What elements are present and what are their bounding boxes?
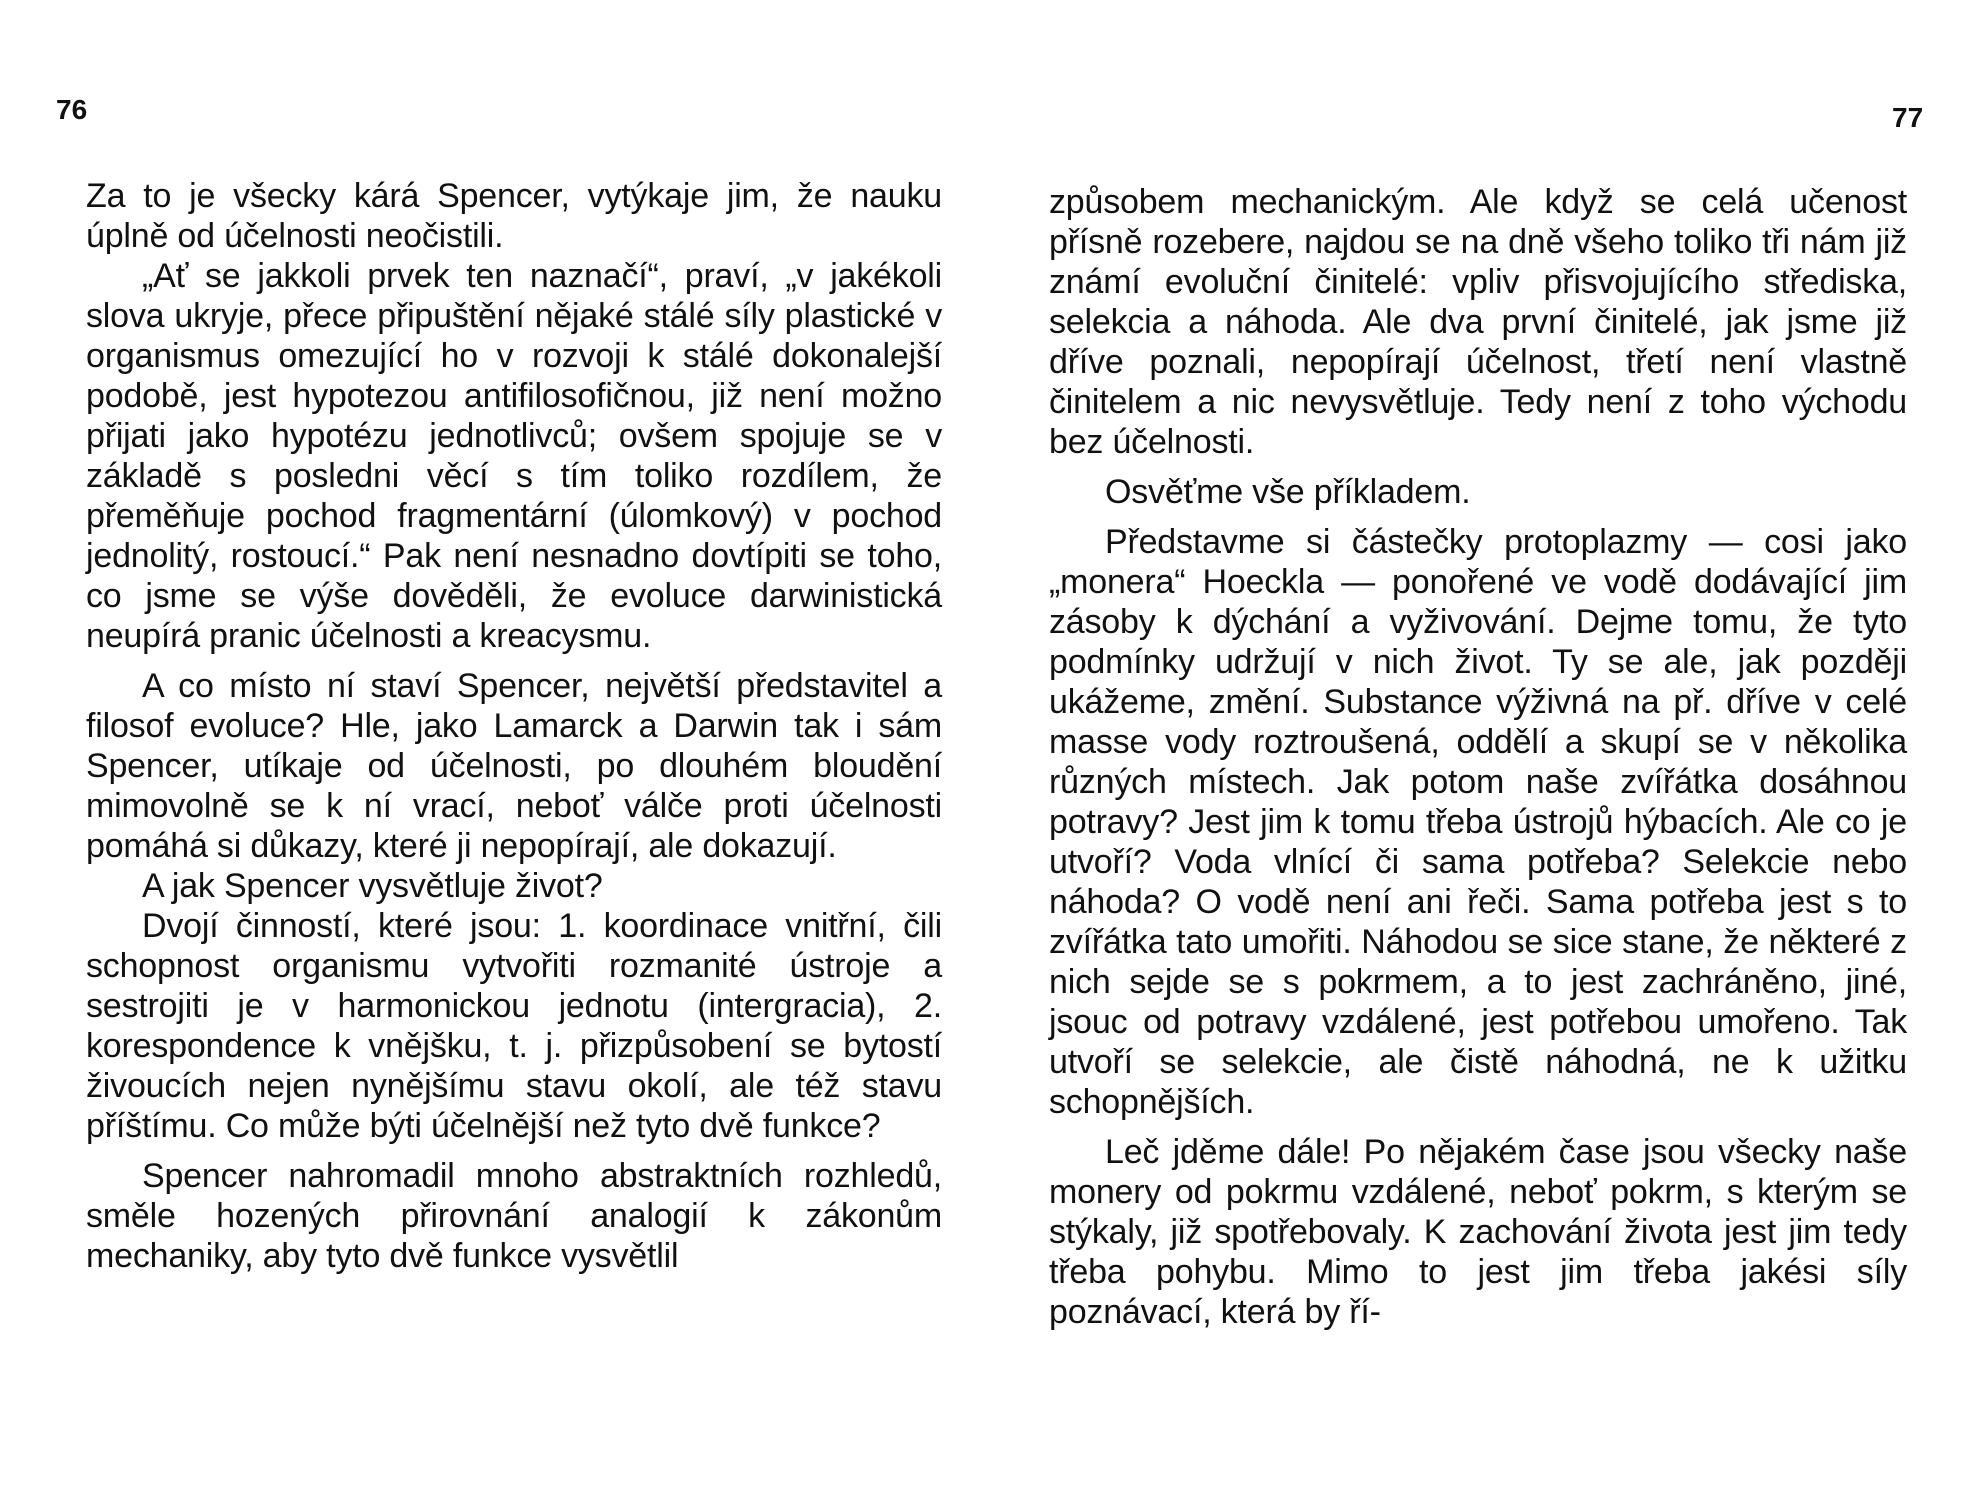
paragraph: „Ať se jakkoli prvek ten naznačí“, praví, „v jakékoli slova ukryje, přece připuštění nějaké stálé síly plastické v organismus omezující ho v rozvoji k stálé dokonalejší podobě, jest hypotezou antifilosofičnou, již není možno přijati jako hypotézu jednotlivců; ovšem spojuje se v základě s posledni věcí s tím toliko rozdílem, že přeměňuje pochod fragmentární (úlomkový) v pochod jednolitý, rostoucí.“ Pak není nesnadno dovtípiti se toho, co jsme se výše dověděli, že evoluce darwinistická neupírá pranic účelnosti a kreacysmu. — [86, 257, 942, 655]
right-page-text — [1049, 182, 1907, 1332]
page-number-left: 76 — [56, 94, 88, 125]
paragraph: A co místo ní staví Spencer, největší představitel a filosof evoluce? Hle, jako Lamarck a Darwin tak i sám Spencer, utíkaje od účelnosti, po dlouhém bloudění mimovolně se k ní vrací, neboť válče proti účelnosti pomáhá si důkazy, které ji nepopírají, ale dokazují. — [86, 667, 942, 865]
paragraph: Osvěťme vše příkladem. — [1105, 473, 1471, 511]
left-page-text — [86, 176, 942, 1276]
page-number-right: 77 — [1892, 102, 1924, 133]
paragraph: Spencer nahromadil mnoho abstraktních rozhledů, směle hozených přirovnání analogií k zákonům mechaniky, aby tyto dvě funkce vysvětlil — [86, 1157, 942, 1275]
paragraph: Představme si částečky protoplazmy — cosi jako „monera“ Hoeckla — ponořené ve vodě dodávající jim zásoby k dýchání a vyživování. Dejme tomu, že tyto podmínky udržují v nich život. Ty se ale, jak později ukážeme, změní. Substance výživná na př. dříve v celé masse vody roztroušená, oddělí a skupí se v několika různých místech. Jak potom naše zvířátka dosáhnou potravy? Jest jim k tomu třeba ústrojů hýbacích. Ale co je utvoří? Voda vlnící či sama potřeba? Selekcie nebo náhoda? O vodě není ani řeči. Sama potřeba jest s to zvířátka tato umořiti. Náhodou se sice stane, že některé z nich sejde se s pokrmem, a to jest zachráněno, jiné, jsouc od potravy vzdálené, jest potřebou umořeno. Tak utvoří se selekcie, ale čistě náhodná, ne k užitku schopnějších. — [1049, 523, 1907, 1121]
paragraph: Dvojí činností, které jsou: 1. koordinace vnitřní, čili schopnost organismu vytvořiti rozmanité ústroje a sestrojiti je v harmonickou jednotu (intergracia), 2. korespondence k vnějšku, t. j. přizpůsobení se bytostí živoucích nejen nynějšímu stavu okolí, ale též stavu příštímu. Co může býti účelnější než tyto dvě funkce? — [86, 907, 942, 1145]
paragraph: Za to je všecky kárá Spencer, vytýkaje jim, že nauku úplně od účelnosti neočistili. — [86, 177, 942, 255]
left-page — [0, 0, 980, 1500]
paragraph: Leč jděme dále! Po nějakém čase jsou všecky naše monery od pokrmu vzdálené, neboť pokrm, s kterým se stýkaly, již spotřebovaly. K zachování života jest jim tedy třeba pohybu. Mimo to jest jim třeba jakési síly poznávací, která by ří- — [1049, 1133, 1907, 1331]
paragraph: způsobem mechanickým. Ale když se celá učenost přísně rozebere, najdou se na dně všeho toliko tři nám již známí evoluční činitelé: vpliv přisvojujícího střediska, selekcia a náhoda. Ale dva první činitelé, jak jsme již dříve poznali, nepopírají účelnost, třetí není vlastně činitelem a nic nevysvětluje. Tedy není z toho východu bez účelnosti. — [1049, 183, 1907, 461]
right-page — [980, 0, 1962, 1500]
paragraph: A jak Spencer vysvětluje život? — [142, 867, 603, 905]
